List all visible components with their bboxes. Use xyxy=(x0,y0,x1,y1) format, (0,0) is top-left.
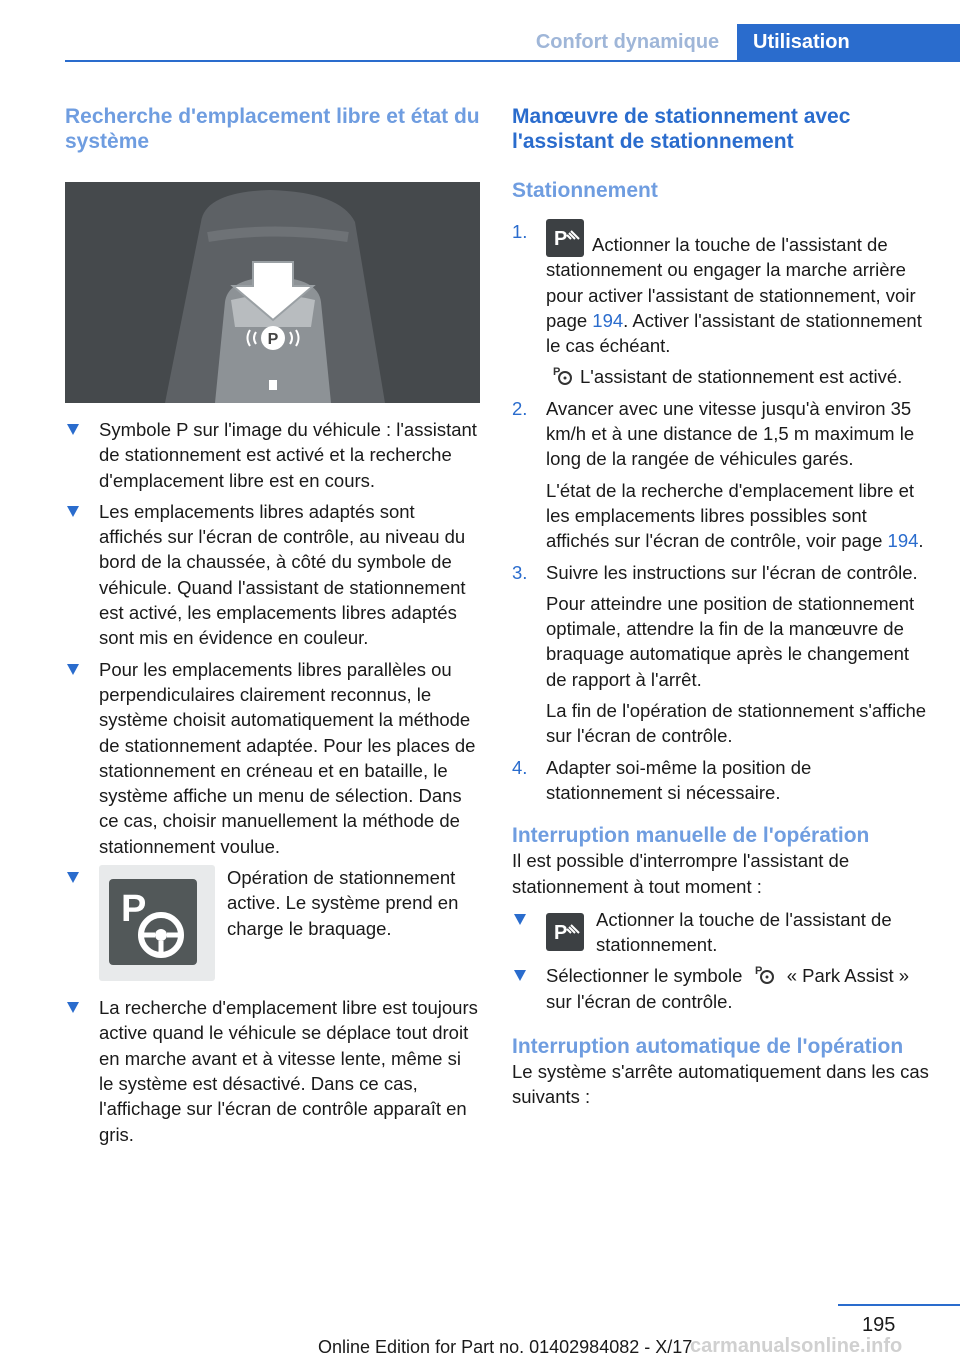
footer-edition: Online Edition for Part no. 01402984082 - X/17 xyxy=(318,1337,693,1357)
list-item: 3. Suivre les instructions sur l'écran de contrôle. Pour atteindre une position de stationnement optimale, attendre la fin de la manœuvre de braquage automatique après le changement de rapport à l'arrêt. La fin de l'opération de stationnement s'affiche sur l'écran de contrôle. xyxy=(512,560,930,749)
step-number: 1. xyxy=(512,221,528,242)
svg-text:P: P xyxy=(554,921,568,944)
interrupt-manual-intro: Il est possible d'interrompre l'assistant de stationnement à tout moment : xyxy=(512,850,850,897)
list-item: Pour les emplacements libres parallèles ou perpendiculaires clairement reconnus, le système choisit automatiquement la méthode de stationnement adaptée. Pour les places de stationnement en créneau et en bataille, le système affiche un menu de sélection. Dans ce cas, choisir manuellement la méthode de stationnement voulue. xyxy=(65,657,480,859)
header-active-tab: Utilisation xyxy=(737,24,960,60)
interrupt-manual-list xyxy=(512,907,930,1014)
list-item: P Actionner la touche de l'assistant de stationnement. xyxy=(512,907,930,958)
svg-text:P: P xyxy=(553,366,561,379)
svg-text:P: P xyxy=(121,888,147,931)
list-item: 1. P Actionner la touche de l'assistant de stationnement ou engager la marche arrière pour activer l'assistant de stationnement, voir page 194. Activer l'assistant de stationnement le cas échéant. P L'assistant de stationnement est activé. xyxy=(512,219,930,390)
svg-text:P: P xyxy=(754,965,762,978)
list-item: La recherche d'emplacement libre est toujours active quand le véhicule se déplace tout droit en marche avant et à vitesse lente, même si le système est désactivé. Dans ce cas, l'affichage sur l'écran de contrôle apparaît en gris. xyxy=(65,995,480,1147)
step-2-sub: L'état de la recherche d'emplacement libre et les emplacements libres possibles sont affichés sur l'écran de contrôle, voir page 194. xyxy=(546,479,924,552)
list-item: Symbole P sur l'image du véhicule : l'assistant de stationnement est activé et la recherche d'emplacement libre est en cours. xyxy=(65,417,480,493)
watermark: carmanualsonline.info xyxy=(690,1335,903,1357)
triangle-bullet-icon xyxy=(67,424,79,435)
list-item: P Opération de stationnement active. Le système prend en charge le braquage. xyxy=(65,865,480,989)
list-item: 4. Adapter soi-même la position de stationnement si nécessaire. xyxy=(512,756,812,803)
park-steering-icon xyxy=(99,865,215,981)
step-3-sub-2: La fin de l'opération de stationnement s'affiche sur l'écran de contrôle. xyxy=(546,700,927,747)
triangle-bullet-icon xyxy=(67,872,79,883)
header-rule xyxy=(65,60,960,62)
page-number: 195 xyxy=(862,1314,896,1336)
list-item: 2. Avancer avec une vitesse jusqu'à environ 35 km/h et à une distance de 1,5 m maximum le long de la rangée de véhicules garés. L'état de la recherche d'emplacement libre et les emplacements libres possibles sont affichés sur l'écran de contrôle, voir page 194. xyxy=(512,396,930,554)
car-parking-illustration xyxy=(65,182,480,403)
step-1-sub: P L'assistant de stationnement est activé. xyxy=(553,366,903,388)
parking-figure xyxy=(65,182,480,403)
svg-text:P: P xyxy=(554,228,568,250)
park-steering-small-icon xyxy=(754,963,776,985)
list-item: Les emplacements libres adaptés sont affichés sur l'écran de contrôle, au niveau du bord de la chaussée, à côté du symbole de véhicule. Quand l'assistant de stationnement est activé, les emplacements libres adaptés sont mis en évidence en couleur. xyxy=(65,499,480,651)
park-assist-button-icon xyxy=(546,913,584,951)
steps-list xyxy=(512,219,930,805)
page-link-194[interactable]: 194 xyxy=(887,530,919,552)
park-assist-button-icon xyxy=(546,219,584,257)
park-steering-small-icon xyxy=(552,364,574,386)
triangle-bullet-icon xyxy=(67,1002,79,1013)
triangle-bullet-icon xyxy=(67,506,79,517)
figure-p-label: P xyxy=(267,331,279,348)
list-item: Sélectionner le symbole P « Park Assist » sur l'écran de contrôle. xyxy=(512,963,930,1014)
left-column xyxy=(65,100,480,1153)
interrupt-auto-intro: Le système s'arrête automatiquement dans les cas suivants : xyxy=(512,1061,929,1108)
step-3-sub-1: Pour atteindre une position de stationnement optimale, attendre la fin de la manœuvre de braquage automatique après le changement de rapport à l'arrêt. xyxy=(546,592,915,690)
triangle-bullet-icon xyxy=(514,914,526,925)
header-section-tab: Confort dynamique xyxy=(535,30,720,53)
step-number: 2. xyxy=(512,397,528,419)
right-column xyxy=(512,100,930,1110)
left-heading: Recherche d'emplacement libre et état du système xyxy=(65,105,480,153)
page-link-194[interactable]: 194 xyxy=(592,309,624,331)
step-number: 3. xyxy=(512,561,528,583)
footer-rule xyxy=(838,1304,960,1306)
right-heading: Manœuvre de stationnement avec l'assistant de stationnement xyxy=(512,105,851,153)
interrupt-manual-heading: Interruption manuelle de l'opération xyxy=(512,824,870,848)
left-bullet-list xyxy=(65,417,480,1147)
step-number: 4. xyxy=(512,756,528,778)
interrupt-auto-heading: Interruption automatique de l'opération xyxy=(512,1035,904,1059)
subheading-stationnement: Stationnement xyxy=(512,179,658,202)
triangle-bullet-icon xyxy=(514,970,526,981)
triangle-bullet-icon xyxy=(67,664,79,675)
